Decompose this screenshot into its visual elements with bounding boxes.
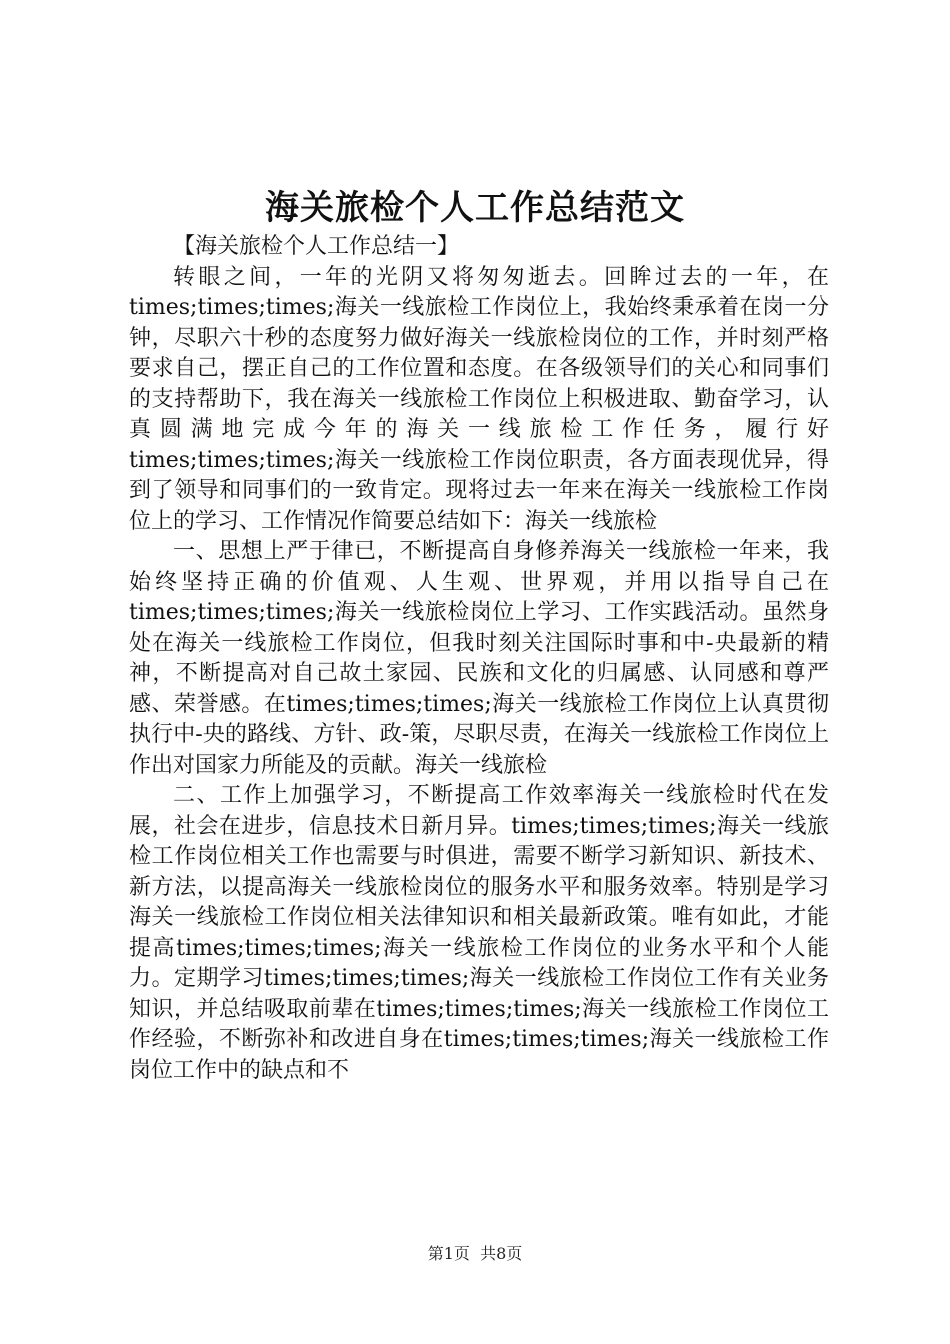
document-title: 海关旅检个人工作总结范文: [265, 188, 685, 228]
paragraph-learning: 二、工作上加强学习，不断提高工作效率海关一线旅检时代在发展，社会在进步，信息技术日新月异。times;times;times;海关一线旅检工作岗位相关工作也需要与时俱进，需要不断学习新知识、新技术、新方法，以提高海关一线旅检岗位的服务水平和服务效率。特别是学习海关一线旅检工作岗位相关法律知识和相关最新政策。唯有如此，才能提高times;times;times;海关一线旅检工作岗位的业务水平和个人能力。定期学习times;times;times;海关一线旅检工作岗位工作有关业务知识，并总结吸取前辈在times;times;times;海关一线旅检工作岗位工作经验，不断弥补和改进自身在times;times;times;海关一线旅检工作岗位工作中的缺点和不: [129, 783, 829, 1083]
section-heading: 【海关旅检个人工作总结一】: [173, 234, 460, 259]
paragraph-intro: 转眼之间，一年的光阴又将匆匆逝去。回眸过去的一年，在times;times;times;海关一线旅检工作岗位上，我始终秉承着在岗一分钟，尽职六十秒的态度努力做好海关一线旅检岗位的工作，并时刻严格要求自己，摆正自己的工作位置和态度。在各级领导们的关心和同事们的支持帮助下，我在海关一线旅检工作岗位上积极进取、勤奋学习，认真圆满地完成今年的海关一线旅检工作任务，履行好times;times;times;海关一线旅检工作岗位职责，各方面表现优异，得到了领导和同事们的一致肯定。现将过去一年来在海关一线旅检工作岗位上的学习、工作情况作简要总结如下：海关一线旅检: [129, 264, 829, 534]
document-body: [129, 232, 829, 1086]
page-number: 第1页: [427, 1244, 470, 1263]
page-footer: [0, 1243, 950, 1265]
paragraph-ideology: 一、思想上严于律已，不断提高自身修养海关一线旅检一年来，我始终坚持正确的价值观、人生观、世界观，并用以指导自己在times;times;times;海关一线旅检岗位上学习、工作实践活动。虽然身处在海关一线旅检工作岗位，但我时刻关注国际时事和中-央最新的精神，不断提高对自己故土家园、民族和文化的归属感、认同感和尊严感、荣誉感。在times;times;times;海关一线旅检工作岗位上认真贯彻执行中-央的路线、方针、政-策，尽职尽责，在海关一线旅检工作岗位上作出对国家力所能及的贡献。海关一线旅检: [129, 539, 829, 778]
page-total: 共8页: [480, 1244, 523, 1263]
